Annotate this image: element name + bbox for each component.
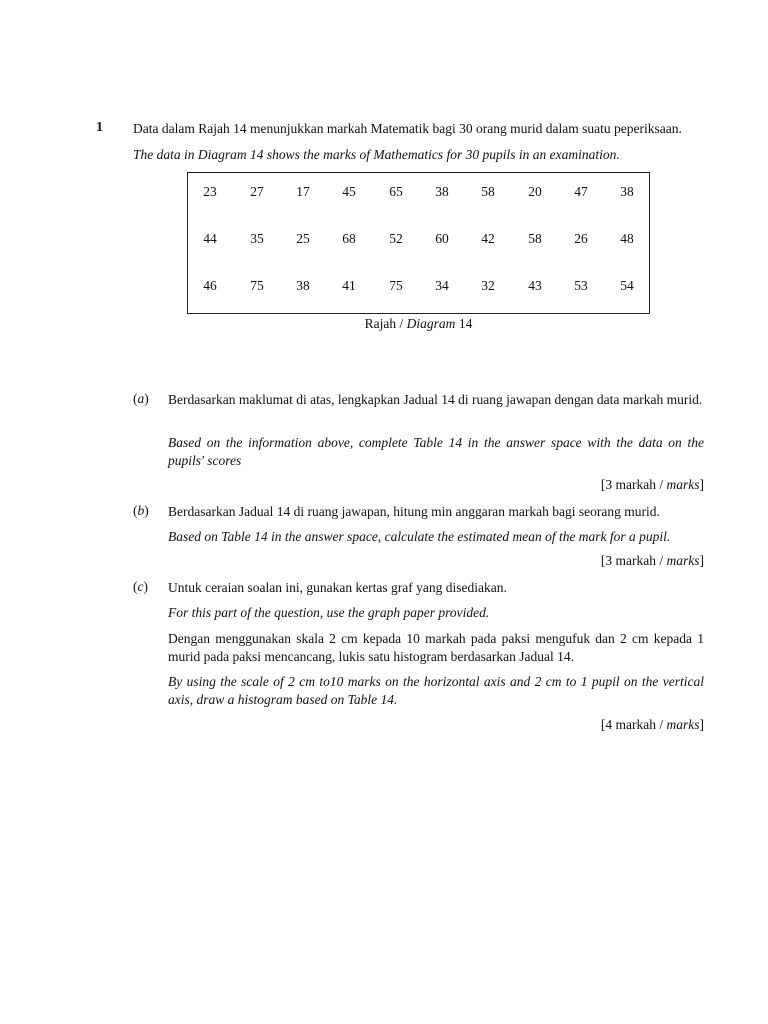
caption-malay: Rajah / <box>364 316 407 331</box>
data-cell: 32 <box>481 278 495 293</box>
part-c-marks: [4 markah / marks] <box>600 717 704 732</box>
intro-english: The data in Diagram 14 shows the marks of Mathematics for 30 pupils in an examination. <box>133 147 620 162</box>
part-a-marks: [3 markah / marks] <box>600 477 704 492</box>
part-a-malay: Berdasarkan maklumat di atas, lengkapkan Jadual 14 di ruang jawapan dengan data markah murid. <box>168 392 703 407</box>
data-cell: 52 <box>389 231 403 246</box>
data-cell: 27 <box>250 184 264 199</box>
marks-data-table <box>187 172 650 314</box>
intro-malay: Data dalam Rajah 14 menunjukkan markah Matematik bagi 30 orang murid dalam suatu peperiksaan. <box>133 121 682 136</box>
part-c-english-2: By using the scale of 2 cm to10 marks on the horizontal axis and 2 cm to 1 pupil on the vertical axis, draw a histogram based on Table 14. <box>168 674 704 707</box>
data-cell: 46 <box>203 278 217 293</box>
data-cell: 34 <box>435 278 449 293</box>
data-cell: 58 <box>481 184 495 199</box>
data-cell: 75 <box>250 278 264 293</box>
data-cell: 35 <box>250 231 264 246</box>
data-cell: 42 <box>481 231 495 246</box>
data-cell: 47 <box>574 184 588 199</box>
part-c-malay-2: Dengan menggunakan skala 2 cm kepada 10 markah pada paksi mengufuk dan 2 cm kepada 1 murid pada paksi mencancang, lukis satu histogram berdasarkan Jadual 14. <box>168 631 704 664</box>
data-cell: 44 <box>203 231 217 246</box>
data-cell: 58 <box>528 231 542 246</box>
data-cell: 65 <box>389 184 403 199</box>
data-cell: 23 <box>203 184 217 199</box>
data-cell: 60 <box>435 231 449 246</box>
caption-number: 14 <box>455 316 473 331</box>
data-cell: 53 <box>574 278 588 293</box>
data-cell: 41 <box>342 278 356 293</box>
data-cell: 25 <box>296 231 310 246</box>
data-cell: 43 <box>528 278 542 293</box>
data-cell: 26 <box>574 231 588 246</box>
part-c-malay: Untuk ceraian soalan ini, gunakan kertas graf yang disediakan. <box>168 580 507 595</box>
part-a-english: Based on the information above, complete Table 14 in the answer space with the data on the pupils' scores <box>168 435 704 468</box>
part-b-marks: [3 markah / marks] <box>600 553 704 568</box>
data-cell: 38 <box>296 278 310 293</box>
data-cell: 75 <box>389 278 403 293</box>
question-number: 1 <box>96 120 103 135</box>
part-c-label: (c) <box>133 579 148 594</box>
part-b-malay: Berdasarkan Jadual 14 di ruang jawapan, hitung min anggaran markah bagi seorang murid. <box>168 504 660 519</box>
data-cell: 48 <box>620 231 634 246</box>
diagram-caption <box>187 316 650 332</box>
data-cell: 17 <box>296 184 310 199</box>
part-a-label: (a) <box>133 391 149 406</box>
part-b-label: (b) <box>133 503 149 518</box>
data-cell: 38 <box>620 184 634 199</box>
data-cell: 45 <box>342 184 356 199</box>
part-c-english: For this part of the question, use the graph paper provided. <box>168 605 490 620</box>
caption-english: Diagram <box>406 316 456 331</box>
data-cell: 68 <box>342 231 356 246</box>
data-cell: 38 <box>435 184 449 199</box>
data-cell: 54 <box>620 278 634 293</box>
data-cell: 20 <box>528 184 542 199</box>
part-b-english: Based on Table 14 in the answer space, calculate the estimated mean of the mark for a pupil. <box>168 529 671 544</box>
